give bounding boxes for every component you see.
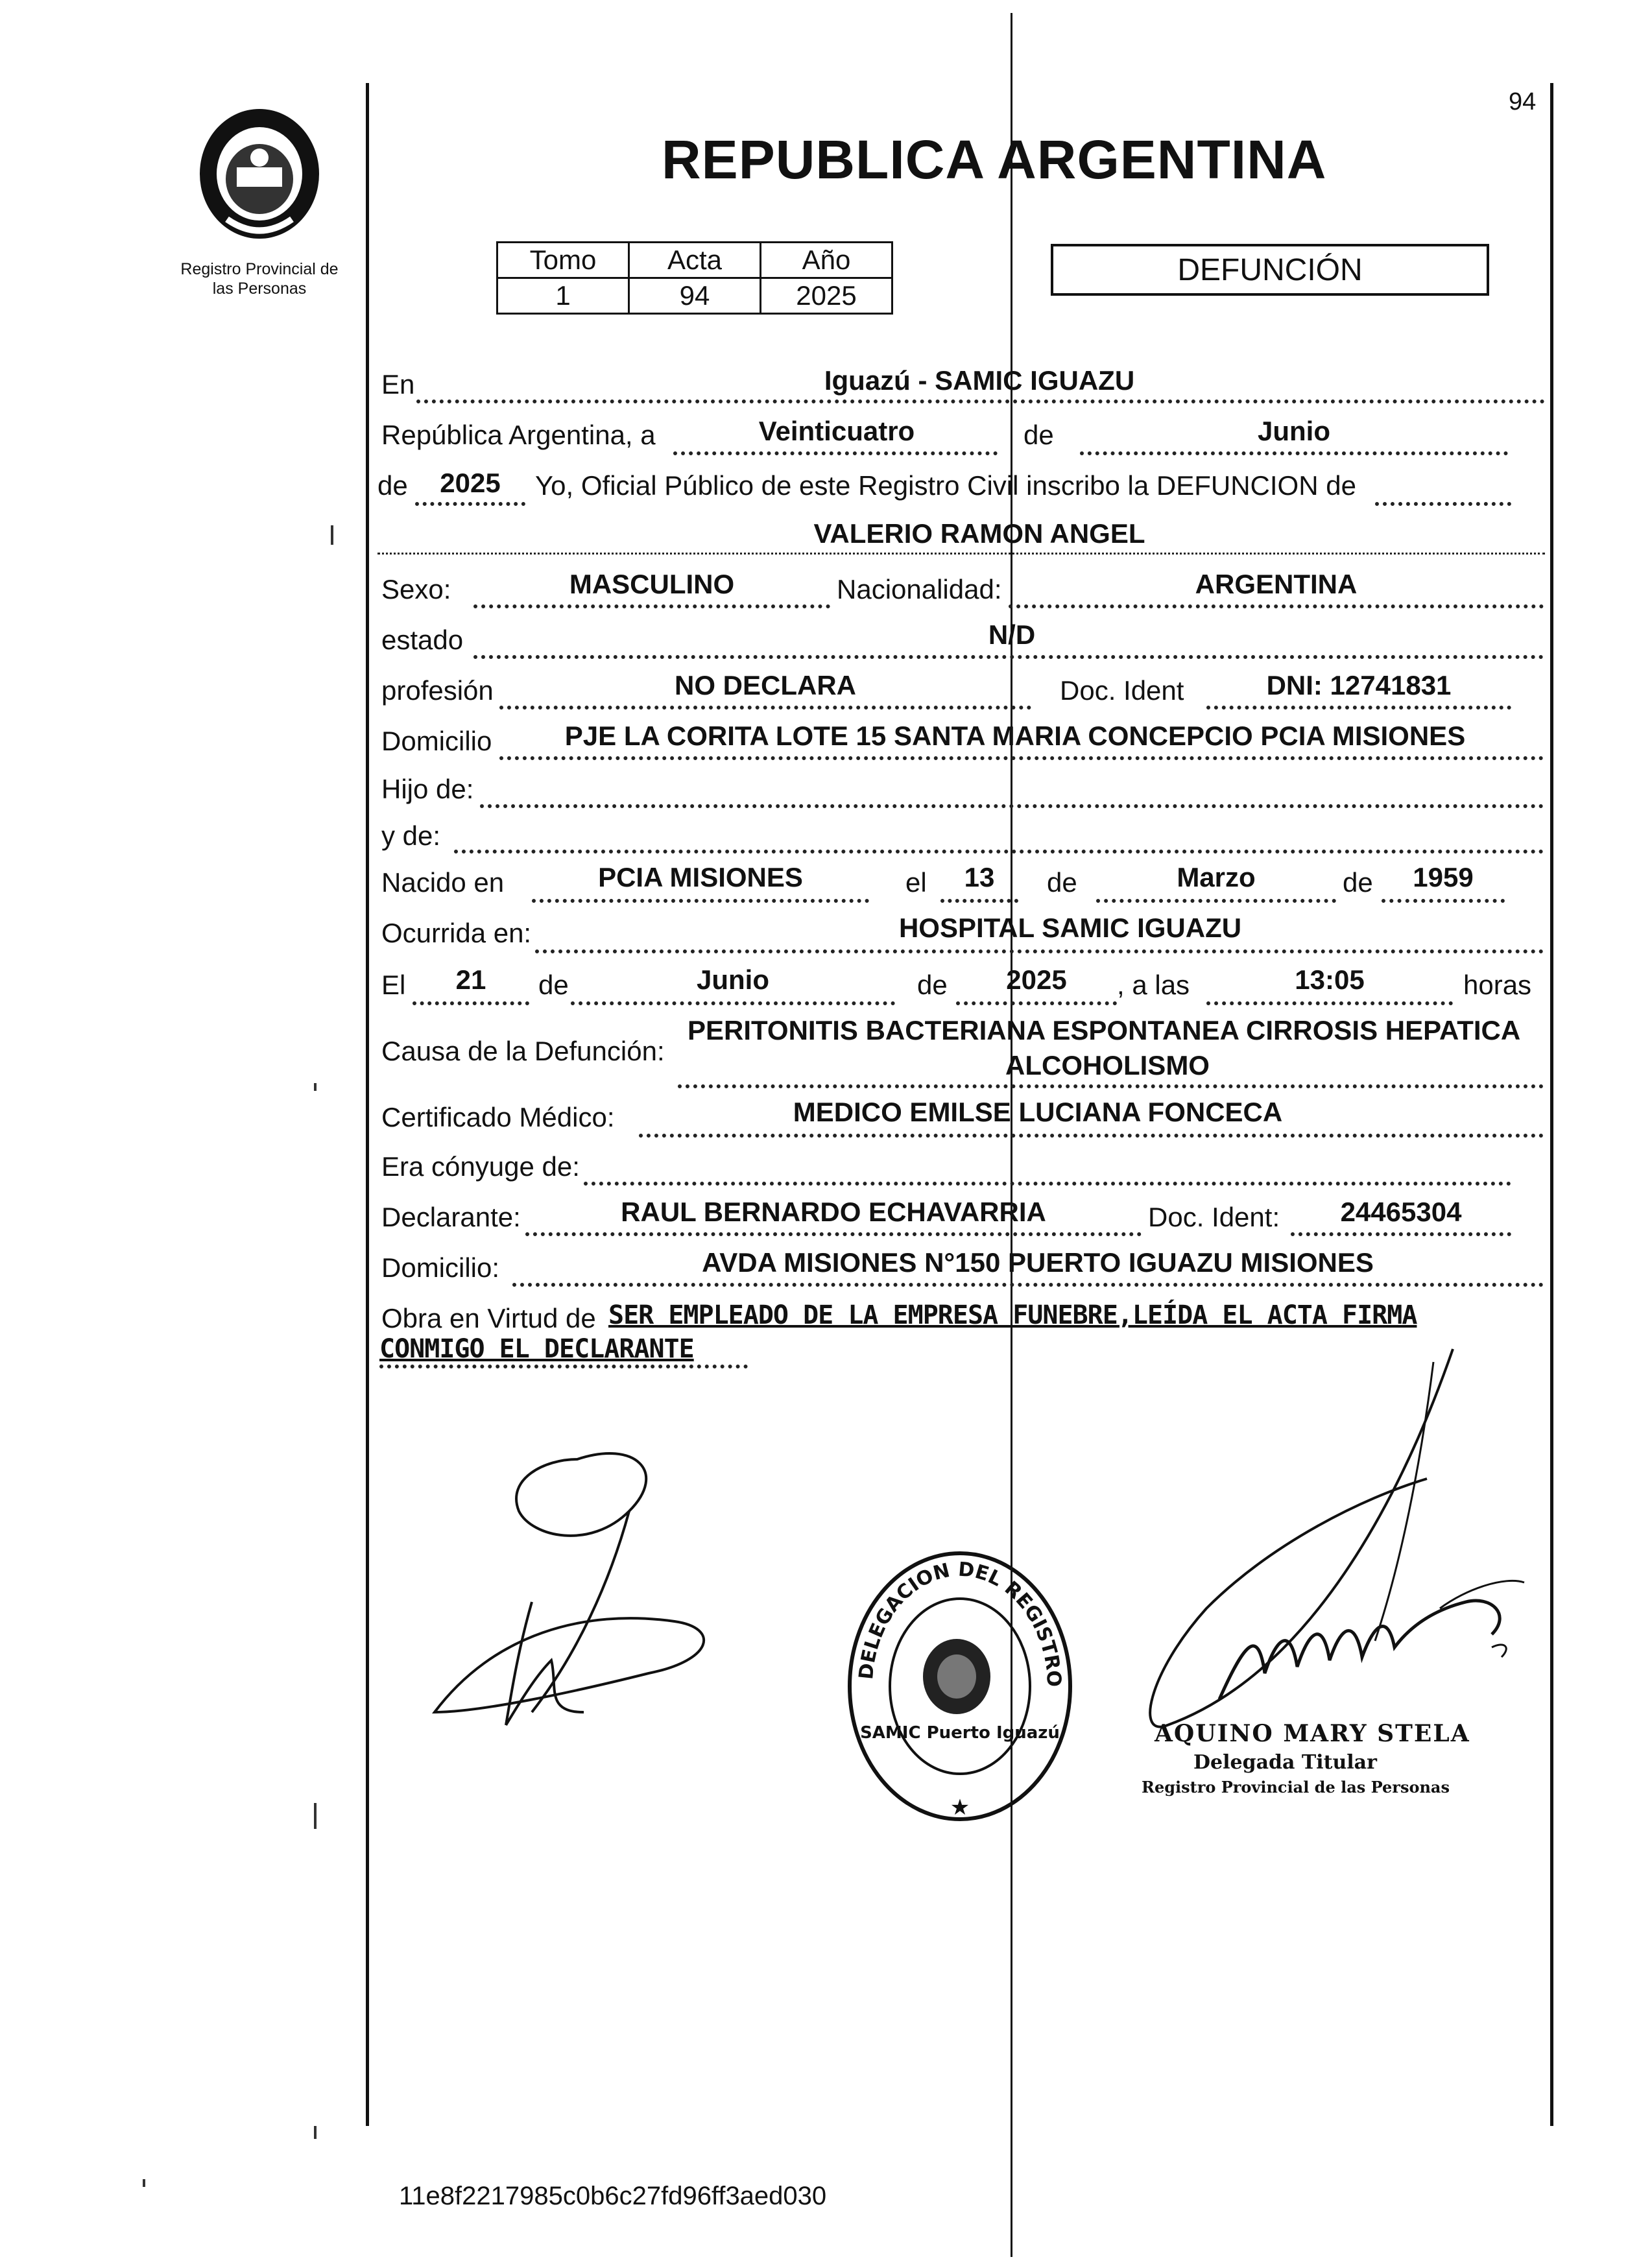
footer-hash: 11e8f2217985c0b6c27fd96ff3aed030 [399, 2182, 827, 2210]
declarant-signature [415, 1440, 752, 1751]
oficial-dotline [1375, 502, 1511, 506]
anio-dotline [415, 502, 525, 506]
nac-anio-dotline [1382, 899, 1505, 903]
name-dotline [377, 553, 1545, 555]
left-border-line [366, 83, 369, 2126]
nacionalidad-dotline [1009, 604, 1544, 608]
nac-dia-dotline [940, 899, 1018, 903]
def-anio-value: 2025 [1006, 964, 1067, 995]
estado-dotline [473, 655, 1544, 659]
logo-caption-line1: Registro Provincial de [180, 260, 339, 278]
republica-label: República Argentina, a [381, 420, 656, 450]
estado-label: estado [381, 625, 464, 655]
nacido-value: PCIA MISIONES [598, 862, 803, 892]
en-value: Iguazú - SAMIC IGUAZU [824, 365, 1135, 396]
def-de2-label: de [917, 970, 948, 1000]
certificado-value: MEDICO EMILSE LUCIANA FONCECA [793, 1097, 1283, 1127]
el-label: el [905, 867, 927, 898]
table-value-tomo: 1 [497, 278, 629, 314]
logo-caption [156, 259, 363, 298]
doc-ident-value: DNI: 12741831 [1266, 670, 1452, 700]
anio-value: 2025 [440, 468, 501, 498]
nacido-dotline [532, 899, 869, 903]
officer-signature [1129, 1336, 1570, 1751]
mes-value: Junio [1258, 416, 1330, 446]
officer-org: Registro Provincial de las Personas [1142, 1778, 1450, 1796]
svg-text:★: ★ [950, 1795, 970, 1820]
causa-label: Causa de la Defunción: [381, 1036, 665, 1066]
obra-value-2: CONMIGO EL DECLARANTE [379, 1334, 694, 1364]
decl-doc-dotline [1291, 1232, 1511, 1236]
officer-name: AQUINO MARY STELA [1155, 1720, 1470, 1747]
obra-dotline [379, 1365, 748, 1368]
mes-dotline [1080, 451, 1508, 455]
el2-label: El [381, 970, 406, 1000]
def-de-label: de [538, 970, 569, 1000]
decl-dom-label: Domicilio: [381, 1252, 500, 1283]
right-border-line [1550, 83, 1553, 2126]
doc-type-box [1051, 244, 1489, 296]
horas-label: horas [1463, 970, 1532, 1000]
def-dia-value: 21 [455, 964, 486, 995]
decl-dom-dotline [512, 1283, 1544, 1287]
certificado-label: Certificado Médico: [381, 1102, 615, 1132]
page-title: REPUBLICA ARGENTINA [662, 129, 1327, 190]
dia-value: Veinticuatro [758, 416, 915, 446]
scan-speck [314, 1083, 317, 1091]
causa-value-2: ALCOHOLISMO [1005, 1050, 1210, 1080]
dia-dotline [673, 451, 998, 455]
scan-speck [331, 525, 333, 545]
de-label: de [1023, 420, 1054, 450]
province-logo [191, 96, 328, 245]
table-value-acta: 94 [629, 278, 761, 314]
nacido-label: Nacido en [381, 867, 505, 898]
estado-value: N/D [988, 619, 1036, 650]
profesion-value: NO DECLARA [675, 670, 856, 700]
en-label: En [381, 369, 415, 400]
oficial-text: Yo, Oficial Público de este Registro Civil inscribo la DEFUNCION de [535, 470, 1356, 501]
logo-caption-line2: las Personas [212, 280, 307, 298]
profesion-label: profesión [381, 675, 494, 706]
ocurrida-label: Ocurrida en: [381, 918, 532, 948]
scan-speck [143, 2179, 145, 2187]
de2-label: de [377, 470, 408, 501]
obra-label: Obra en Virtud de [381, 1303, 596, 1333]
hora-value: 13:05 [1295, 964, 1365, 995]
hijo-dotline [480, 804, 1544, 808]
declarante-value: RAUL BERNARDO ECHAVARRIA [621, 1197, 1046, 1227]
causa-value-1: PERITONITIS BACTERIANA ESPONTANEA CIRROSIS HEPATICA [688, 1015, 1521, 1045]
table-header-acta: Acta [629, 243, 761, 278]
doc-ident-label: Doc. Ident [1060, 675, 1184, 706]
alas-label: , a las [1117, 970, 1190, 1000]
page-number: 94 [1509, 88, 1537, 115]
def-anio-dotline [956, 1001, 1117, 1005]
svg-text:DELEGACION DEL REGISTRO PROVIN: DELEGACION DEL REGISTRO [854, 1558, 1066, 1688]
table-header-anio: Año [761, 243, 892, 278]
conyuge-label: Era cónyuge de: [381, 1151, 580, 1182]
nacionalidad-value: ARGENTINA [1195, 569, 1358, 599]
official-seal [837, 1544, 1083, 1829]
decl-doc-value: 24465304 [1340, 1197, 1462, 1227]
nacionalidad-label: Nacionalidad: [837, 574, 1002, 604]
yde-dotline [454, 850, 1544, 853]
nac-anio-value: 1959 [1413, 862, 1474, 892]
def-mes-value: Junio [697, 964, 769, 995]
ocurrida-dotline [535, 949, 1544, 953]
hora-dotline [1206, 1001, 1453, 1005]
nac-de-label: de [1047, 867, 1077, 898]
nac-de2-label: de [1343, 867, 1373, 898]
profesion-dotline [499, 706, 1031, 710]
sexo-value: MASCULINO [569, 569, 735, 599]
causa-dotline [678, 1084, 1544, 1088]
def-mes-dotline [571, 1001, 895, 1005]
declarante-label: Declarante: [381, 1202, 521, 1232]
obra-value-1: SER EMPLEADO DE LA EMPRESA FUNEBRE,LEÍDA EL ACTA FIRMA [608, 1300, 1417, 1330]
table-value-anio: 2025 [761, 278, 892, 314]
record-table [496, 241, 893, 315]
en-dotline [416, 400, 1545, 403]
signature-block [1142, 1720, 1492, 1796]
domicilio-label: Domicilio [381, 726, 492, 756]
nac-mes-value: Marzo [1177, 862, 1256, 892]
sexo-dotline [473, 604, 830, 608]
decl-doc-label: Doc. Ident: [1148, 1202, 1280, 1232]
certificado-dotline [639, 1134, 1544, 1138]
doc-ident-dotline [1206, 706, 1511, 710]
yde-label: y de: [381, 820, 441, 851]
officer-title: Delegada Titular [1193, 1751, 1377, 1774]
sexo-label: Sexo: [381, 574, 451, 604]
def-dia-dotline [413, 1001, 529, 1005]
hijo-label: Hijo de: [381, 774, 474, 804]
domicilio-dotline [499, 756, 1544, 760]
nac-mes-dotline [1096, 899, 1336, 903]
domicilio-value: PJE LA CORITA LOTE 15 SANTA MARIA CONCEPCIO PCIA MISIONES [564, 721, 1466, 751]
table-header-tomo: Tomo [497, 243, 629, 278]
declarante-dotline [525, 1232, 1142, 1236]
doc-type-label: DEFUNCIÓN [1177, 252, 1363, 287]
decl-dom-value: AVDA MISIONES N°150 PUERTO IGUAZU MISIONES [702, 1247, 1374, 1278]
deceased-name: VALERIO RAMON ANGEL [813, 518, 1145, 549]
conyuge-dotline [584, 1182, 1511, 1186]
seal-inner-text: SAMIC Puerto Iguazú [860, 1723, 1060, 1743]
scan-speck [314, 2126, 317, 2139]
ocurrida-value: HOSPITAL SAMIC IGUAZU [898, 913, 1242, 943]
nac-dia-value: 13 [964, 862, 995, 892]
scan-speck [314, 1803, 317, 1829]
